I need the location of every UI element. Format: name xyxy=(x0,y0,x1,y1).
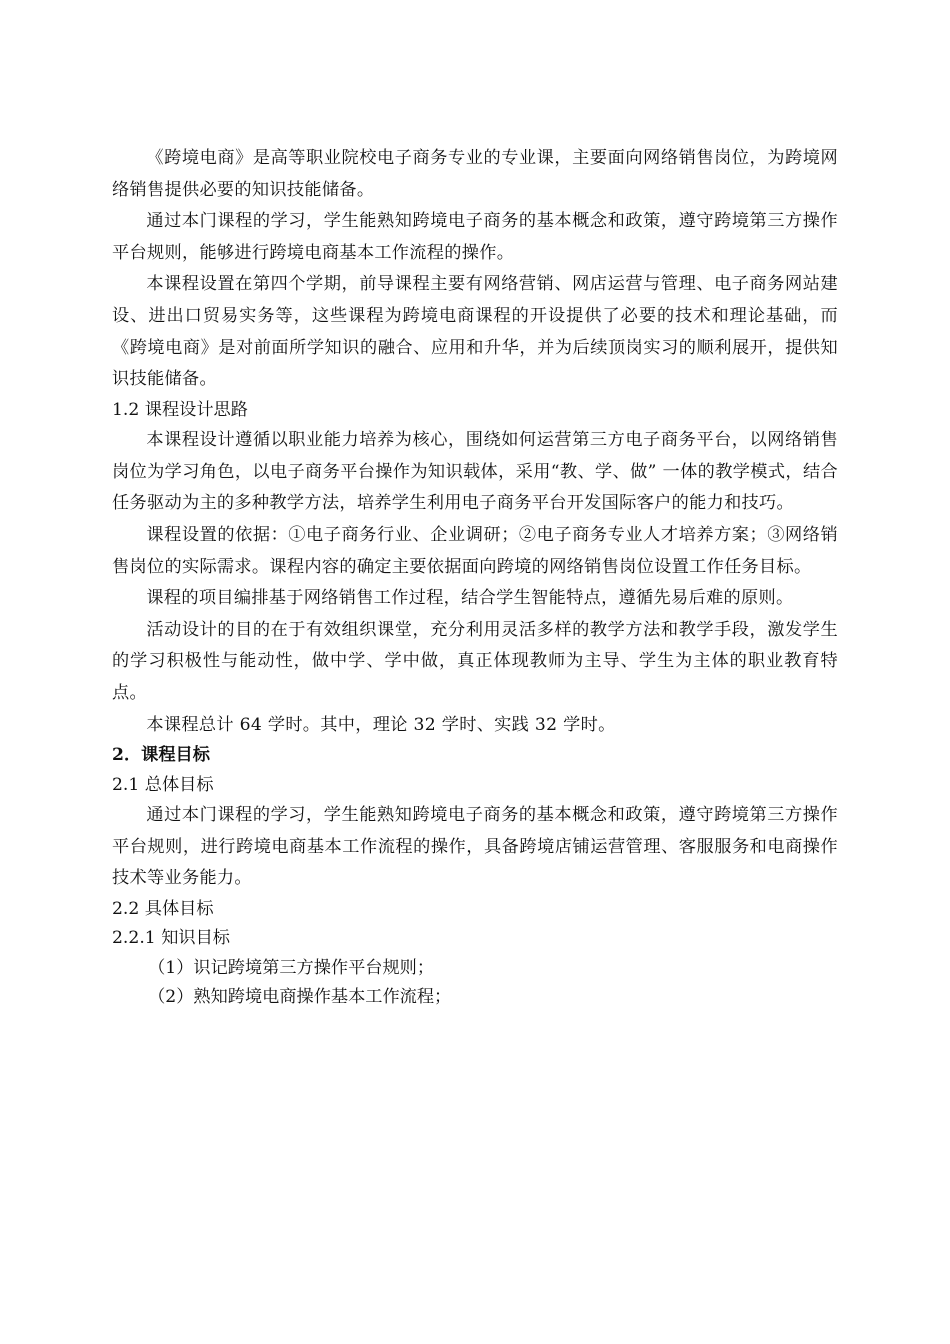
design-paragraph-3: 课程的项目编排基于网络销售工作过程，结合学生智能特点，遵循先易后难的原则。 xyxy=(146,588,794,609)
section-heading-1-2: 1.2 课程设计思路 xyxy=(112,399,248,420)
section-heading-2: 2．课程目标 xyxy=(112,745,210,766)
section-heading-2-2-1: 2.2.1 知识目标 xyxy=(112,928,230,949)
design-paragraph-5: 本课程总计 64 学时。其中，理论 32 学时、实践 32 学时。 xyxy=(146,714,616,735)
section-heading-2-1: 2.1 总体目标 xyxy=(112,774,214,795)
design-paragraph-1: 本课程设计遵循以职业能力培养为核心，围绕如何运营第三方电子商务平台，以网络销售岗位为学习角色，以电子商务平台操作为知识载体，采用“教、学、做” 一体的教学模式，结合任务驱动为主的多种教学方法，培养学生利用电子商务平台开发国际客户的能力和技巧。 xyxy=(112,430,838,514)
intro-paragraph-2: 通过本门课程的学习，学生能熟知跨境电子商务的基本概念和政策，遵守跨境第三方操作平台规则，能够进行跨境电商基本工作流程的操作。 xyxy=(112,211,838,263)
document-page xyxy=(112,143,838,1013)
design-paragraph-2: 课程设置的依据：①电子商务行业、企业调研；②电子商务专业人才培养方案；③网络销售岗位的实际需求。课程内容的确定主要依据面向跨境的网络销售岗位设置工作任务目标。 xyxy=(112,525,838,577)
section-heading-2-2: 2.2 具体目标 xyxy=(112,898,214,919)
knowledge-goal-item-2: （2）熟知跨境电商操作基本工作流程； xyxy=(148,987,452,1008)
design-paragraph-4: 活动设计的目的在于有效组织课堂，充分利用灵活多样的教学方法和教学手段，激发学生的学习积极性与能动性，做中学、学中做，真正体现教师为主导、学生为主体的职业教育特点。 xyxy=(112,619,838,703)
intro-paragraph-3: 本课程设置在第四个学期，前导课程主要有网络营销、网店运营与管理、电子商务网站建设、进出口贸易实务等，这些课程为跨境电商课程的开设提供了必要的技术和理论基础，而《跨境电商》是对前面所学知识的融合、应用和升华，并为后续顶岗实习的顺利展开，提供知识技能储备。 xyxy=(112,274,838,390)
intro-paragraph-1: 《跨境电商》是高等职业院校电子商务专业的专业课，主要面向网络销售岗位，为跨境网络销售提供必要的知识技能储备。 xyxy=(112,148,838,200)
overall-goal-paragraph: 通过本门课程的学习，学生能熟知跨境电子商务的基本概念和政策，遵守跨境第三方操作平台规则，进行跨境电商基本工作流程的操作，具备跨境店铺运营管理、客服服务和电商操作技术等业务能力。 xyxy=(112,805,838,889)
knowledge-goal-item-1: （1）识记跨境第三方操作平台规则； xyxy=(148,957,435,978)
